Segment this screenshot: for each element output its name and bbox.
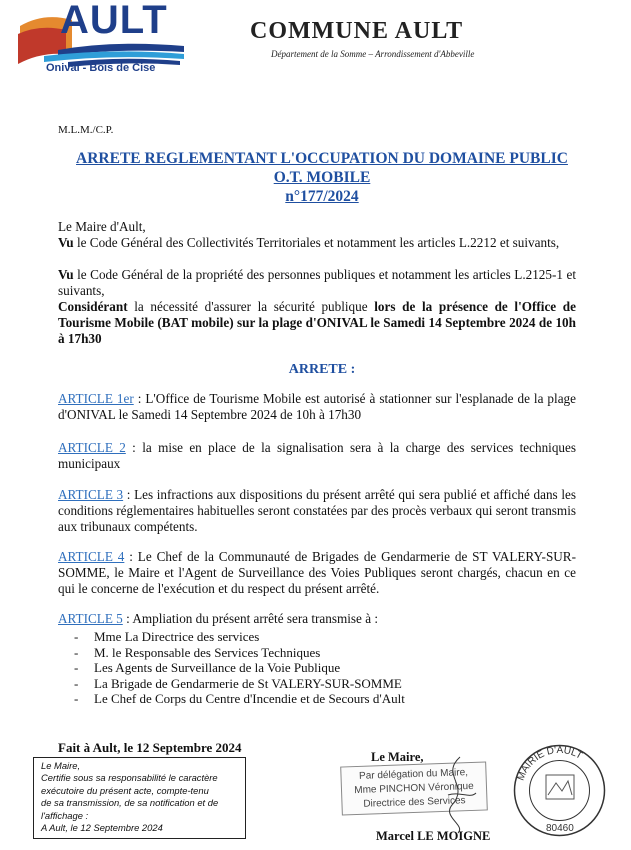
stamp-line: Par délégation du Maire, xyxy=(358,767,469,782)
article-text: Ampliation du présent arrêté sera transmise à : xyxy=(132,611,379,626)
seal-text: MAIRIE D'AULT xyxy=(515,744,585,783)
list-item: - La Brigade de Gendarmerie de St VALERY-SUR-SOMME xyxy=(74,676,405,692)
logo-title: AULT xyxy=(60,0,168,42)
recipients-list xyxy=(74,629,405,707)
article-separator: : xyxy=(123,487,135,502)
considerant-text: la nécessité d'assurer la sécurité publique xyxy=(127,299,375,314)
preamble-vu-cgct xyxy=(58,235,576,251)
department-line: Département de la Somme – Arrondissement d'Abbeville xyxy=(271,49,475,59)
certification-line: Certifie sous sa responsabilité le caractère xyxy=(41,772,218,784)
article-1 xyxy=(58,391,576,423)
document-number: n°177/2024 xyxy=(285,188,359,205)
logo-subtitle: Onival - Bois de Cise xyxy=(46,62,156,74)
document-title: ARRETE REGLEMENTANT L'OCCUPATION DU DOMAINE PUBLIC xyxy=(76,150,568,167)
article-label: ARTICLE 5 xyxy=(58,611,123,626)
article-text: L'Office de Tourisme Mobile est autorisé à stationner sur l'esplanade de la plage d'ONIVAL le Samedi 14 Septembre 2024 de 10h à 17h30 xyxy=(58,391,576,422)
article-2 xyxy=(58,440,576,472)
considerant-label: Considérant xyxy=(58,299,128,314)
preamble-maire: Le Maire d'Ault, xyxy=(58,219,146,234)
article-3 xyxy=(58,487,576,535)
certification-line: A Ault, le 12 Septembre 2024 xyxy=(41,822,163,834)
list-item: - M. le Responsable des Services Techniques xyxy=(74,645,405,661)
considerant-bold-text: lors de la présence de l'Office de Tourisme Mobile (BAT mobile) sur la plage d'ONIVAL le Samedi 14 Septembre 2024 de 10h à 17h30 xyxy=(58,299,576,346)
article-separator: : xyxy=(122,611,133,626)
preamble-considerant xyxy=(58,299,576,347)
preamble-vu-cgppp xyxy=(58,267,576,299)
certification-line: exécutoire du présent acte, compte-tenu xyxy=(41,784,209,796)
commune-title: COMMUNE AULT xyxy=(250,18,464,44)
commune-logo xyxy=(14,0,190,80)
place-date: Fait à Ault, le 12 Septembre 2024 xyxy=(58,740,242,755)
article-separator: : xyxy=(133,391,146,406)
vu-text: le Code Général de la propriété des personnes publiques et notamment les articles L.2125-1 et suivants, xyxy=(58,267,576,298)
article-label: ARTICLE 3 xyxy=(58,487,124,502)
document-subtitle: O.T. MOBILE xyxy=(273,169,371,186)
certification-line: de sa transmission, de sa notification et de xyxy=(41,797,219,809)
seal-code: 80460 xyxy=(546,823,574,834)
article-label: ARTICLE 4 xyxy=(58,549,125,564)
mairie-seal-icon xyxy=(512,743,607,838)
article-5 xyxy=(58,611,576,627)
document-reference: M.L.M./C.P. xyxy=(58,124,114,136)
vu-text: le Code Général des Collectivités Territoriales et notamment les articles L.2212 et suivants, xyxy=(73,235,560,250)
stamp-line: Mme PINCHON Véronique xyxy=(354,780,474,797)
vu-label: Vu xyxy=(58,235,74,250)
article-separator: : xyxy=(124,549,138,564)
vu-label: Vu xyxy=(58,267,74,282)
article-text: Les infractions aux dispositions du présent arrêté qui sera publié et affiché dans les conditions réglementaires habituelles seront constatées par des procès verbaux qui seront transmis aux tribunaux compétents. xyxy=(58,487,576,534)
article-label: ARTICLE 2 xyxy=(58,440,126,455)
article-4 xyxy=(58,549,576,597)
article-label: ARTICLE 1er xyxy=(58,391,134,406)
certification-box xyxy=(33,757,246,839)
list-item: - Les Agents de Surveillance de la Voie Publique xyxy=(74,660,405,676)
list-item: - Mme La Directrice des services xyxy=(74,629,405,645)
arrete-heading: ARRETE : xyxy=(288,362,356,377)
handwritten-signature-icon xyxy=(430,755,490,835)
article-separator: : xyxy=(125,440,143,455)
certification-line: Le Maire, xyxy=(41,760,81,771)
mayor-name: Marcel LE MOIGNE xyxy=(376,829,491,843)
article-text: la mise en place de la signalisation sera à la charge des services techniques municipaux xyxy=(58,440,577,471)
list-item: - Le Chef de Corps du Centre d'Incendie et de Secours d'Ault xyxy=(74,691,405,707)
certification-text xyxy=(41,760,241,834)
article-text: Le Chef de la Communauté de Brigades de Gendarmerie de ST VALERY-SUR-SOMME, le Maire et l'Agent de Surveillance des Voies Publiques seront chargés, chacun en ce qui le concerne de l'exécution et du respect du présent arrêté. xyxy=(58,549,576,596)
signature-title: Le Maire, xyxy=(371,750,424,764)
stamp-line: Directrice des Services xyxy=(363,795,466,810)
certification-line: l'affichage : xyxy=(41,809,89,821)
